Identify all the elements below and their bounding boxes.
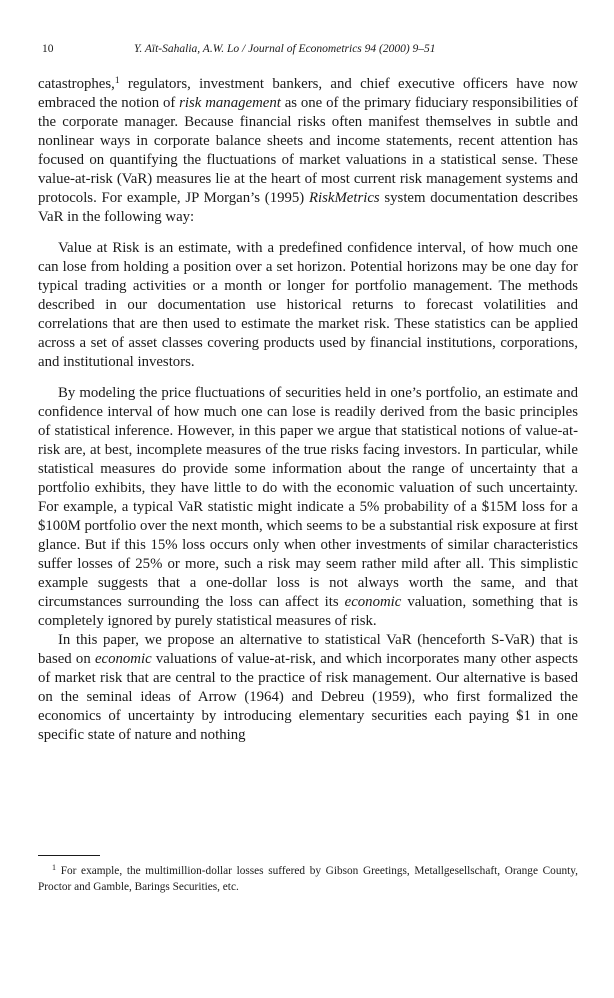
text-span: valuation, something that is completely ignored by purely statistical measures of risk. [38, 594, 578, 629]
footnote-body: For example, the multimillion-dollar losses suffered by Gibson Greetings, Metallgesellschaft, Orange County, Proctor and Gamble, Barings Securities, etc. [38, 865, 579, 893]
emphasis-economic: economic [344, 594, 402, 610]
paragraph-intro [38, 75, 578, 227]
footnote [38, 864, 578, 895]
footnote-text [38, 864, 578, 895]
running-head: Y. Aït-Sahalia, A.W. Lo / Journal of Econometrics 94 (2000) 9–51 [134, 43, 436, 55]
text-span: valuations of value-at-risk, and which incorporates many other aspects of market risk that are central to the practice of risk management. Our alternative is based on the seminal ideas of Arrow (1964) and Debreu (1959), who first formalized the economics of uncertainty by introducing elementary securities each paying $1 in one specific state of nature and nothing [38, 651, 578, 743]
running-header [38, 41, 578, 57]
block-quote: Value at Risk is an estimate, with a predefined confidence interval, of how much one can lose from holding a position over a set horizon. Potential horizons may be one day for typical trading activities or a month or longer for portfolio management. The methods described in our documentation use historical returns to forecast volatilities and correlations that are then used to estimate the market risk. These statistics can be applied across a set of asset classes covering products used by financial institutions, corporations, and institutional investors. [38, 240, 578, 370]
main-text [38, 75, 578, 745]
footnote-number: 1 [52, 863, 56, 872]
text-span: system documentation describes VaR in the following way: [38, 190, 578, 225]
emphasis-riskmetrics: RiskMetrics [308, 190, 380, 206]
emphasis-economic: economic [94, 651, 152, 667]
text-span: as one of the primary fiduciary responsibilities of the corporate manager. Because financial risks often manifest themselves in subtle and nonlinear ways in corporate balance sheets and income statements, recent attention has focused on quantifying the fluctuations of market valuations in a statistical sense. These value-at-risk (VaR) measures lie at the heart of most current risk management systems and protocols. For example, JP Morgan’s (1995) [38, 95, 578, 206]
emphasis-risk-management: risk management [179, 95, 281, 111]
text-span: In this paper, we propose an alternative to statistical VaR (henceforth S-VaR) that is based on [38, 632, 578, 667]
text-span: By modeling the price fluctuations of securities held in one’s portfolio, an estimate and confidence interval of how much one can lose is readily derived from the basic principles of statistical inference. However, in this paper we argue that statistical notions of value-at-risk are, at best, incomplete measures of the true risks facing investors. In particular, while statistical measures do provide some information about the range of uncertainty that a portfolio exhibits, they have little to do with the economic valuation of such uncertainty. For example, a typical VaR statistic might indicate a 5% probability of a $15M loss for a $100M portfolio over the next month, which seems to be a substantial risk exposure at first glance. But if this 15% loss occurs only when other investments of similar characteristics suffer losses of 25% or more, such a risk may seem rather mild after all. This simplistic example suggests that a one-dollar loss is not always worth the same, and that circumstances surrounding the loss can affect its [38, 385, 578, 610]
page-number: 10 [42, 43, 54, 55]
text-span: catastrophes, [38, 76, 115, 92]
paragraph-modeling [38, 384, 578, 631]
text-span: regulators, investment bankers, and chief executive officers have now embraced the notion of [38, 76, 578, 111]
footnote-marker: 1 [114, 76, 120, 86]
footnote-divider [38, 855, 100, 856]
paragraph-proposal [38, 631, 578, 745]
